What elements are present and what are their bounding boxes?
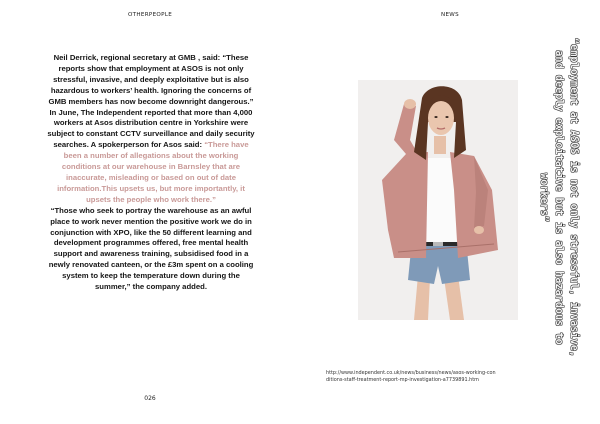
article-body bbox=[46, 53, 256, 293]
running-head-right: NEWS bbox=[440, 12, 459, 18]
model-illustration bbox=[358, 80, 518, 320]
paragraph-gmb-statement: Neil Derrick, regional secretary at GMB , said: “These reports show that employment at ASOS is not only stressful, invasive, and deeply exploitative but is also hazardous to workers’ health. Ignoring the concerns of GMB members has now become downright dangerous.” bbox=[48, 53, 254, 106]
asos-spokesperson-quote: “There have been a number of allegations about the working conditions at our warehouse in Barnsley that are inaccurate, misleading or based on out of date information.This upsets us, but more importantly, it upsets the people who work there.” bbox=[57, 140, 249, 204]
paragraph-company-statement: “Those who seek to portray the warehouse as an awful place to work never mention the positive work we do in conjunction with XPO, like the 50 different learning and development programmes offered, free mental health support and awareness training, subsidised food in a newly renovated canteen, or the £3m spent on a cooling system to keep the temperature down during the summer,” the company added. bbox=[48, 205, 254, 292]
right-page bbox=[300, 0, 600, 424]
running-head-left: OTHERPEOPLE bbox=[127, 12, 173, 18]
model-photo bbox=[358, 80, 518, 320]
paragraph-independent-report bbox=[46, 108, 256, 206]
page-number: 026 bbox=[144, 395, 156, 402]
vertical-pull-quote: “employment at ASOS is not only stressful, invasive, and deeply exploitative but is also hazardous to workers” bbox=[538, 38, 579, 357]
source-url: http://www.independent.co.uk/news/business/news/asos-working-conditions-staff-treatment-report-mp-investigation-a7739891.htm bbox=[326, 370, 496, 384]
report-lead-text: In June, The Independent reported that more than 4,000 workers at Asos distribution centre in Yorkshire were subject to constant CCTV surveillance and daily security searches. A spokerperson for Asos said: bbox=[47, 107, 255, 150]
